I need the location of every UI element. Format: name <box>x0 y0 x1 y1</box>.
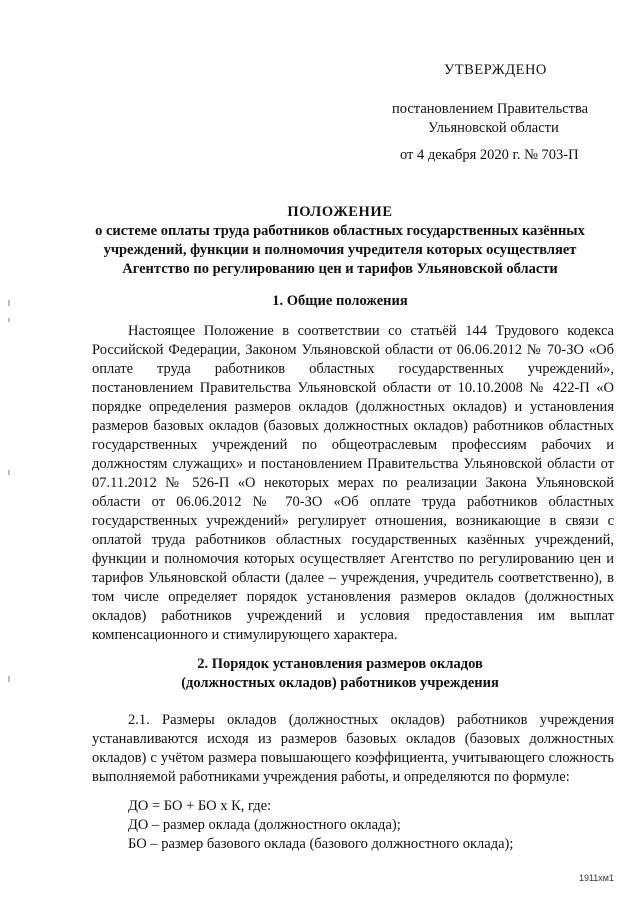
document-title: ПОЛОЖЕНИЕ <box>287 204 393 220</box>
footer-code: 1911хм1 <box>578 873 614 883</box>
section-2-title-line-1: 2. Порядок установления размеров окладов <box>197 656 483 672</box>
scan-margin-marks <box>8 0 12 905</box>
approval-line-3: от 4 декабря 2020 г. № 703-П <box>400 147 579 163</box>
approval-line-1: постановлением Правительства <box>392 101 589 117</box>
section-2-text: 2.1. Размеры окладов (должностных окладов) работников учреждения устанавливаются исходя из размеров базовых окладов (базовых должностных окладов) с учётом размера повышающего коэффициента, учитывающего сложность выполняемой работниками учреждения работы, и определяются по формуле: <box>92 712 614 785</box>
formula-definition-do: ДО – размер оклада (должностного оклада); <box>128 817 401 833</box>
document-subtitle-line-1: о системе оплаты труда работников областных государственных казённых <box>95 223 585 239</box>
formula: ДО = БО + БО х К, где: <box>128 798 272 814</box>
document-subtitle-line-2: учреждений, функции и полномочия учредителя которых осуществляет <box>103 242 577 258</box>
formula-block <box>92 797 614 854</box>
section-2-title-line-2: (должностных окладов) работников учреждения <box>181 675 499 691</box>
section-1-paragraph <box>92 322 614 645</box>
section-2-paragraph <box>92 711 614 787</box>
formula-definition-bo: БО – размер базового оклада (базового должностного оклада); <box>128 836 514 852</box>
section-1-text: Настоящее Положение в соответствии со статьёй 144 Трудового кодекса Российской Федерации, Законом Ульяновской области от 06.06.2012 № 70-ЗО «Об оплате труда работников областных государственных учреждений», постановлением Правительства Ульяновской области от 10.10.2008 № 422-П «О порядке определения размеров окладов (должностных окладов) и установления размеров базовых окладов (базовых должностных окладов) работников областных государственных учреждений по общеотраслевым профессиям рабочих и должностям служащих» и постановлением Правительства Ульяновской области от 07.11.2012 № 526-П «О некоторых мерах по реализации Закона Ульяновской области от 06.06.2012 № 70-ЗО «Об оплате труда работников областных государственных учреждений» регулирует отношения, возникающие в связи с оплатой труда работников областных государственных казённых учреждений, функции и полномочия которых осуществляет Агентство по регулированию цен и тарифов Ульяновской области (далее – учреждения, учредитель соответственно), в том числе определяет порядок установления размеров окладов (должностных окладов) работников учреждений и условия предоставления им выплат компенсационного и стимулирующего характера. <box>92 323 614 643</box>
document-heading <box>60 203 620 279</box>
document-subtitle-line-3: Агентство по регулированию цен и тарифов Ульяновской области <box>122 261 558 277</box>
approval-title: УТВЕРЖДЕНО <box>444 62 547 78</box>
section-2-title <box>60 655 620 693</box>
approval-line-2: Ульяновской области <box>428 120 559 136</box>
section-1-title: 1. Общие положения <box>272 293 408 309</box>
